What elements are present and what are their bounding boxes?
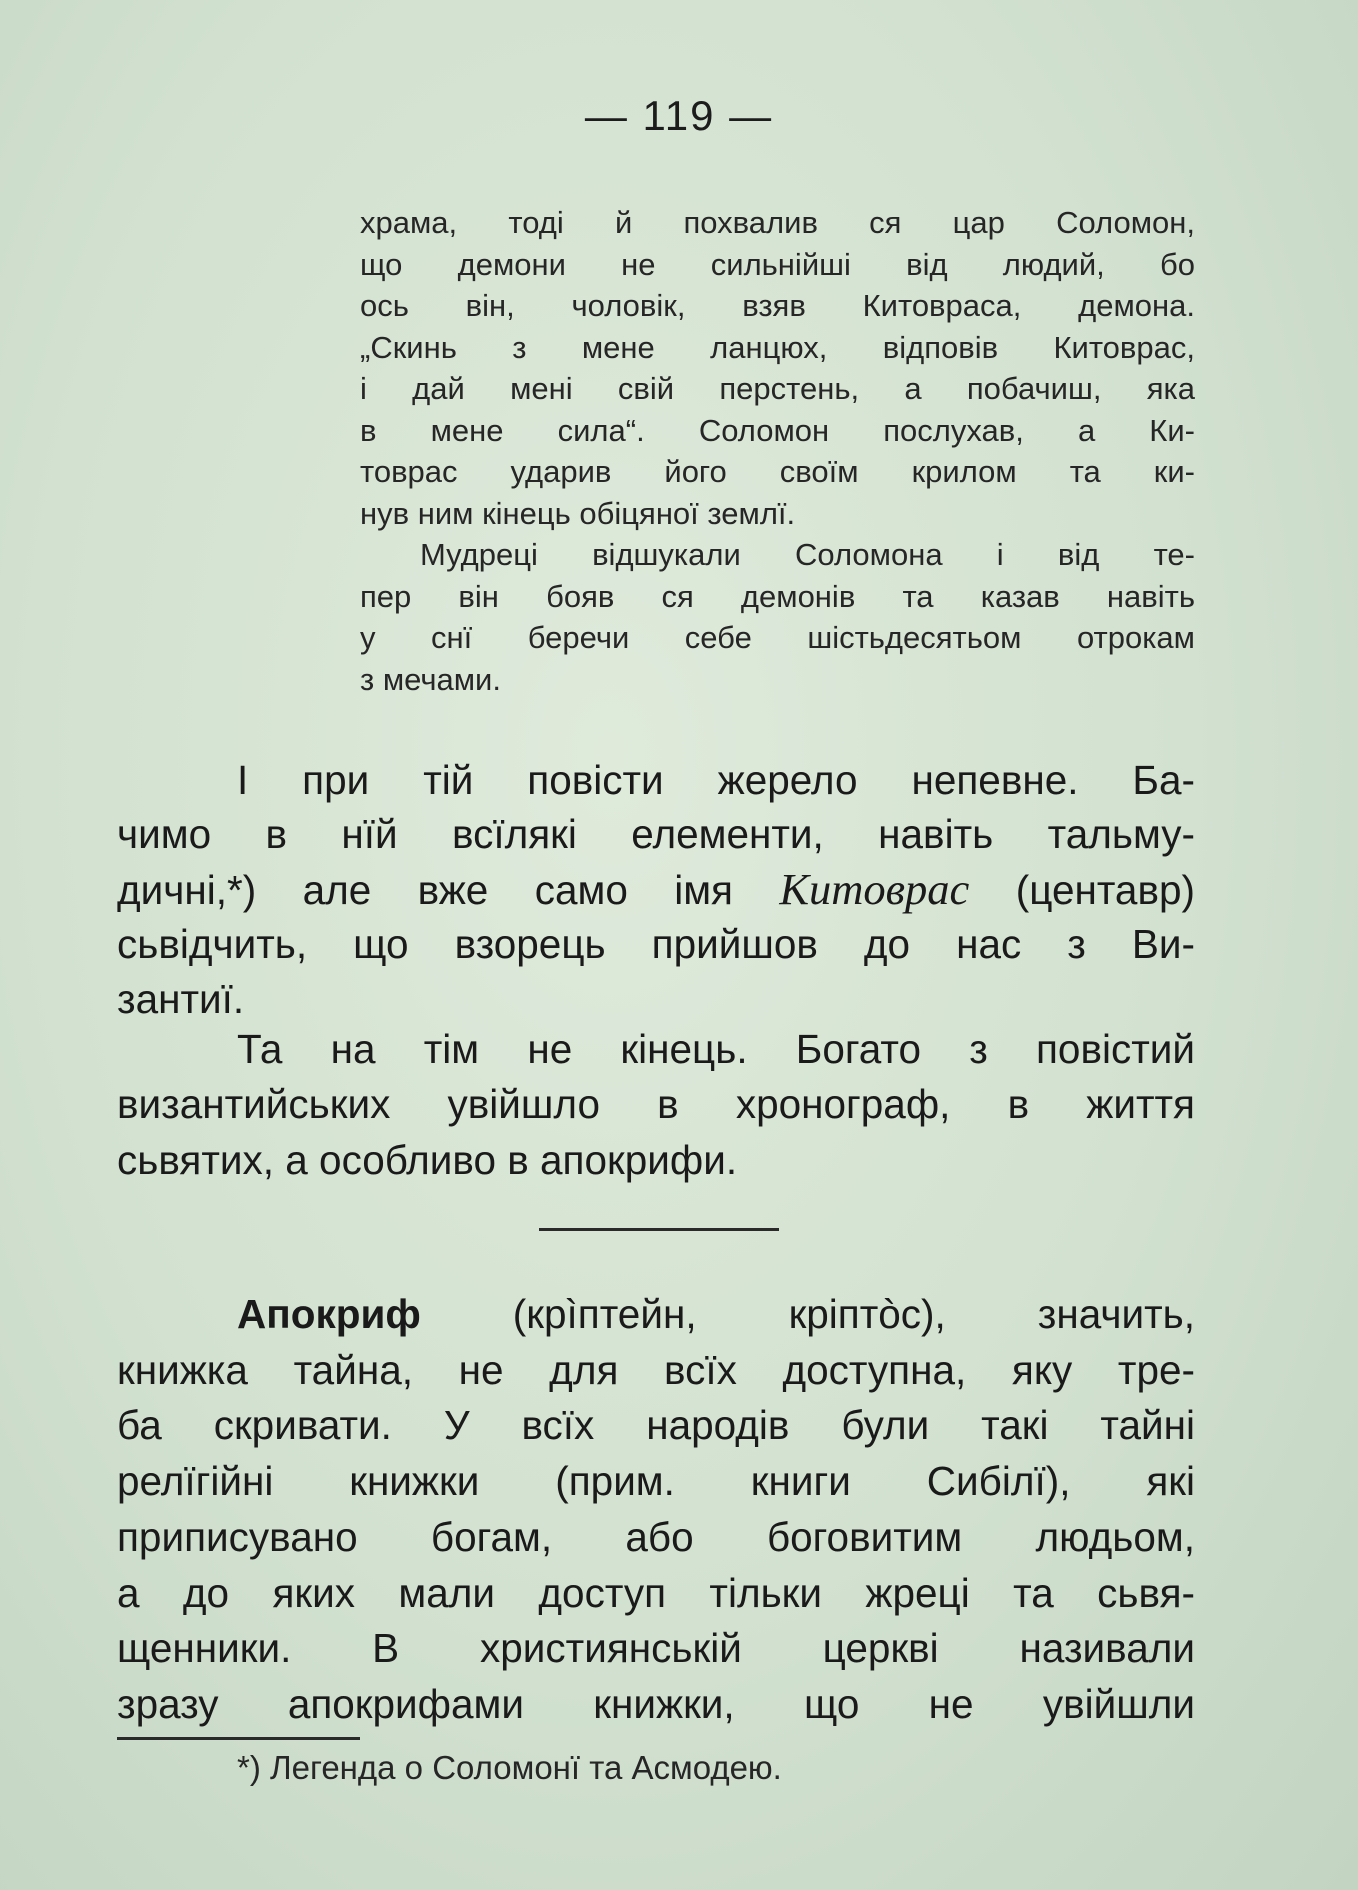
paragraph-apocrypha bbox=[117, 1287, 1195, 1733]
quoted-legend-block bbox=[360, 202, 1195, 700]
quote-line: у снї беречи себе шістьдесятьом отрокам bbox=[360, 620, 1195, 655]
body-text: дичні,*) але вже само імя bbox=[117, 866, 780, 913]
footnote-rule bbox=[117, 1737, 360, 1740]
body-line bbox=[117, 862, 1195, 917]
body-line: приписувано богам, або боговитим людьом, bbox=[117, 1513, 1195, 1560]
body-text: (центавр) bbox=[969, 866, 1195, 913]
quote-line: храма, тоді й похвалив ся цар Соломон, bbox=[360, 205, 1195, 240]
body-line: релїгійні книжки (прим. книги Сибілї), які bbox=[117, 1458, 1195, 1505]
body-line: чимо в нїй всїлякі елементи, навіть тальму- bbox=[117, 811, 1195, 858]
body-line: Та на тім не кінець. Богато з повістий bbox=[237, 1026, 1195, 1072]
body-line: зантиї. bbox=[117, 975, 245, 1022]
quote-line: що демони не сильнійші від людий, бо bbox=[360, 246, 1195, 282]
quote-line: нув ним кінець обіцяної землї. bbox=[360, 495, 796, 531]
body-line: зразу апокрифами книжки, що не увійшли bbox=[117, 1680, 1195, 1727]
page-number: — 119 — bbox=[584, 92, 774, 139]
quote-line: в мене сила“. Соломон послухав, а Ки- bbox=[360, 412, 1195, 448]
quote-line: товрас ударив його своїм крилом та ки- bbox=[360, 454, 1195, 489]
italic-term-kitovras: Китоврас bbox=[779, 863, 970, 914]
body-line: сьвідчить, що взорець прийшов до нас з Ви- bbox=[117, 921, 1195, 968]
body-line: сьвятих, а особливо в апокрифи. bbox=[117, 1136, 738, 1183]
body-text: (крìптейн, кріптòс), значить, bbox=[420, 1291, 1195, 1337]
quote-line: і дай мені свій перстень, а побачиш, яка bbox=[360, 371, 1195, 406]
section-divider bbox=[539, 1228, 779, 1231]
body-line: а до яких мали доступ тільки жреці та сьвя- bbox=[117, 1569, 1195, 1616]
body-line: византийських увійшло в хронограф, в життя bbox=[117, 1081, 1195, 1128]
quote-line: Мудреці відшукали Соломона і від те- bbox=[420, 537, 1195, 572]
quote-line: з мечами. bbox=[360, 661, 501, 697]
body-line: книжка тайна, не для всїх доступна, яку тре- bbox=[117, 1346, 1195, 1393]
paragraph-source-uncertain bbox=[117, 753, 1195, 1026]
body-line: щенники. В християнській церкві називали bbox=[117, 1625, 1195, 1672]
footnote: *) Легенда о Соломонї та Асмодею. bbox=[237, 1749, 782, 1786]
quote-line: „Скинь з мене ланцюх, відповів Китоврас, bbox=[360, 329, 1195, 365]
bold-term-apocryph: Апокриф bbox=[237, 1291, 421, 1337]
paragraph-byzantine-stories bbox=[117, 1022, 1195, 1188]
quote-line: пер він бояв ся демонів та казав навіть bbox=[360, 578, 1195, 614]
body-line: І при тій повісти жерело непевне. Ба- bbox=[237, 757, 1195, 803]
body-line: ба скривати. У всїх народів були такі тайні bbox=[117, 1402, 1195, 1449]
body-line bbox=[117, 1287, 1195, 1343]
quote-line: ось він, чоловік, взяв Китовраса, демона. bbox=[360, 288, 1195, 323]
